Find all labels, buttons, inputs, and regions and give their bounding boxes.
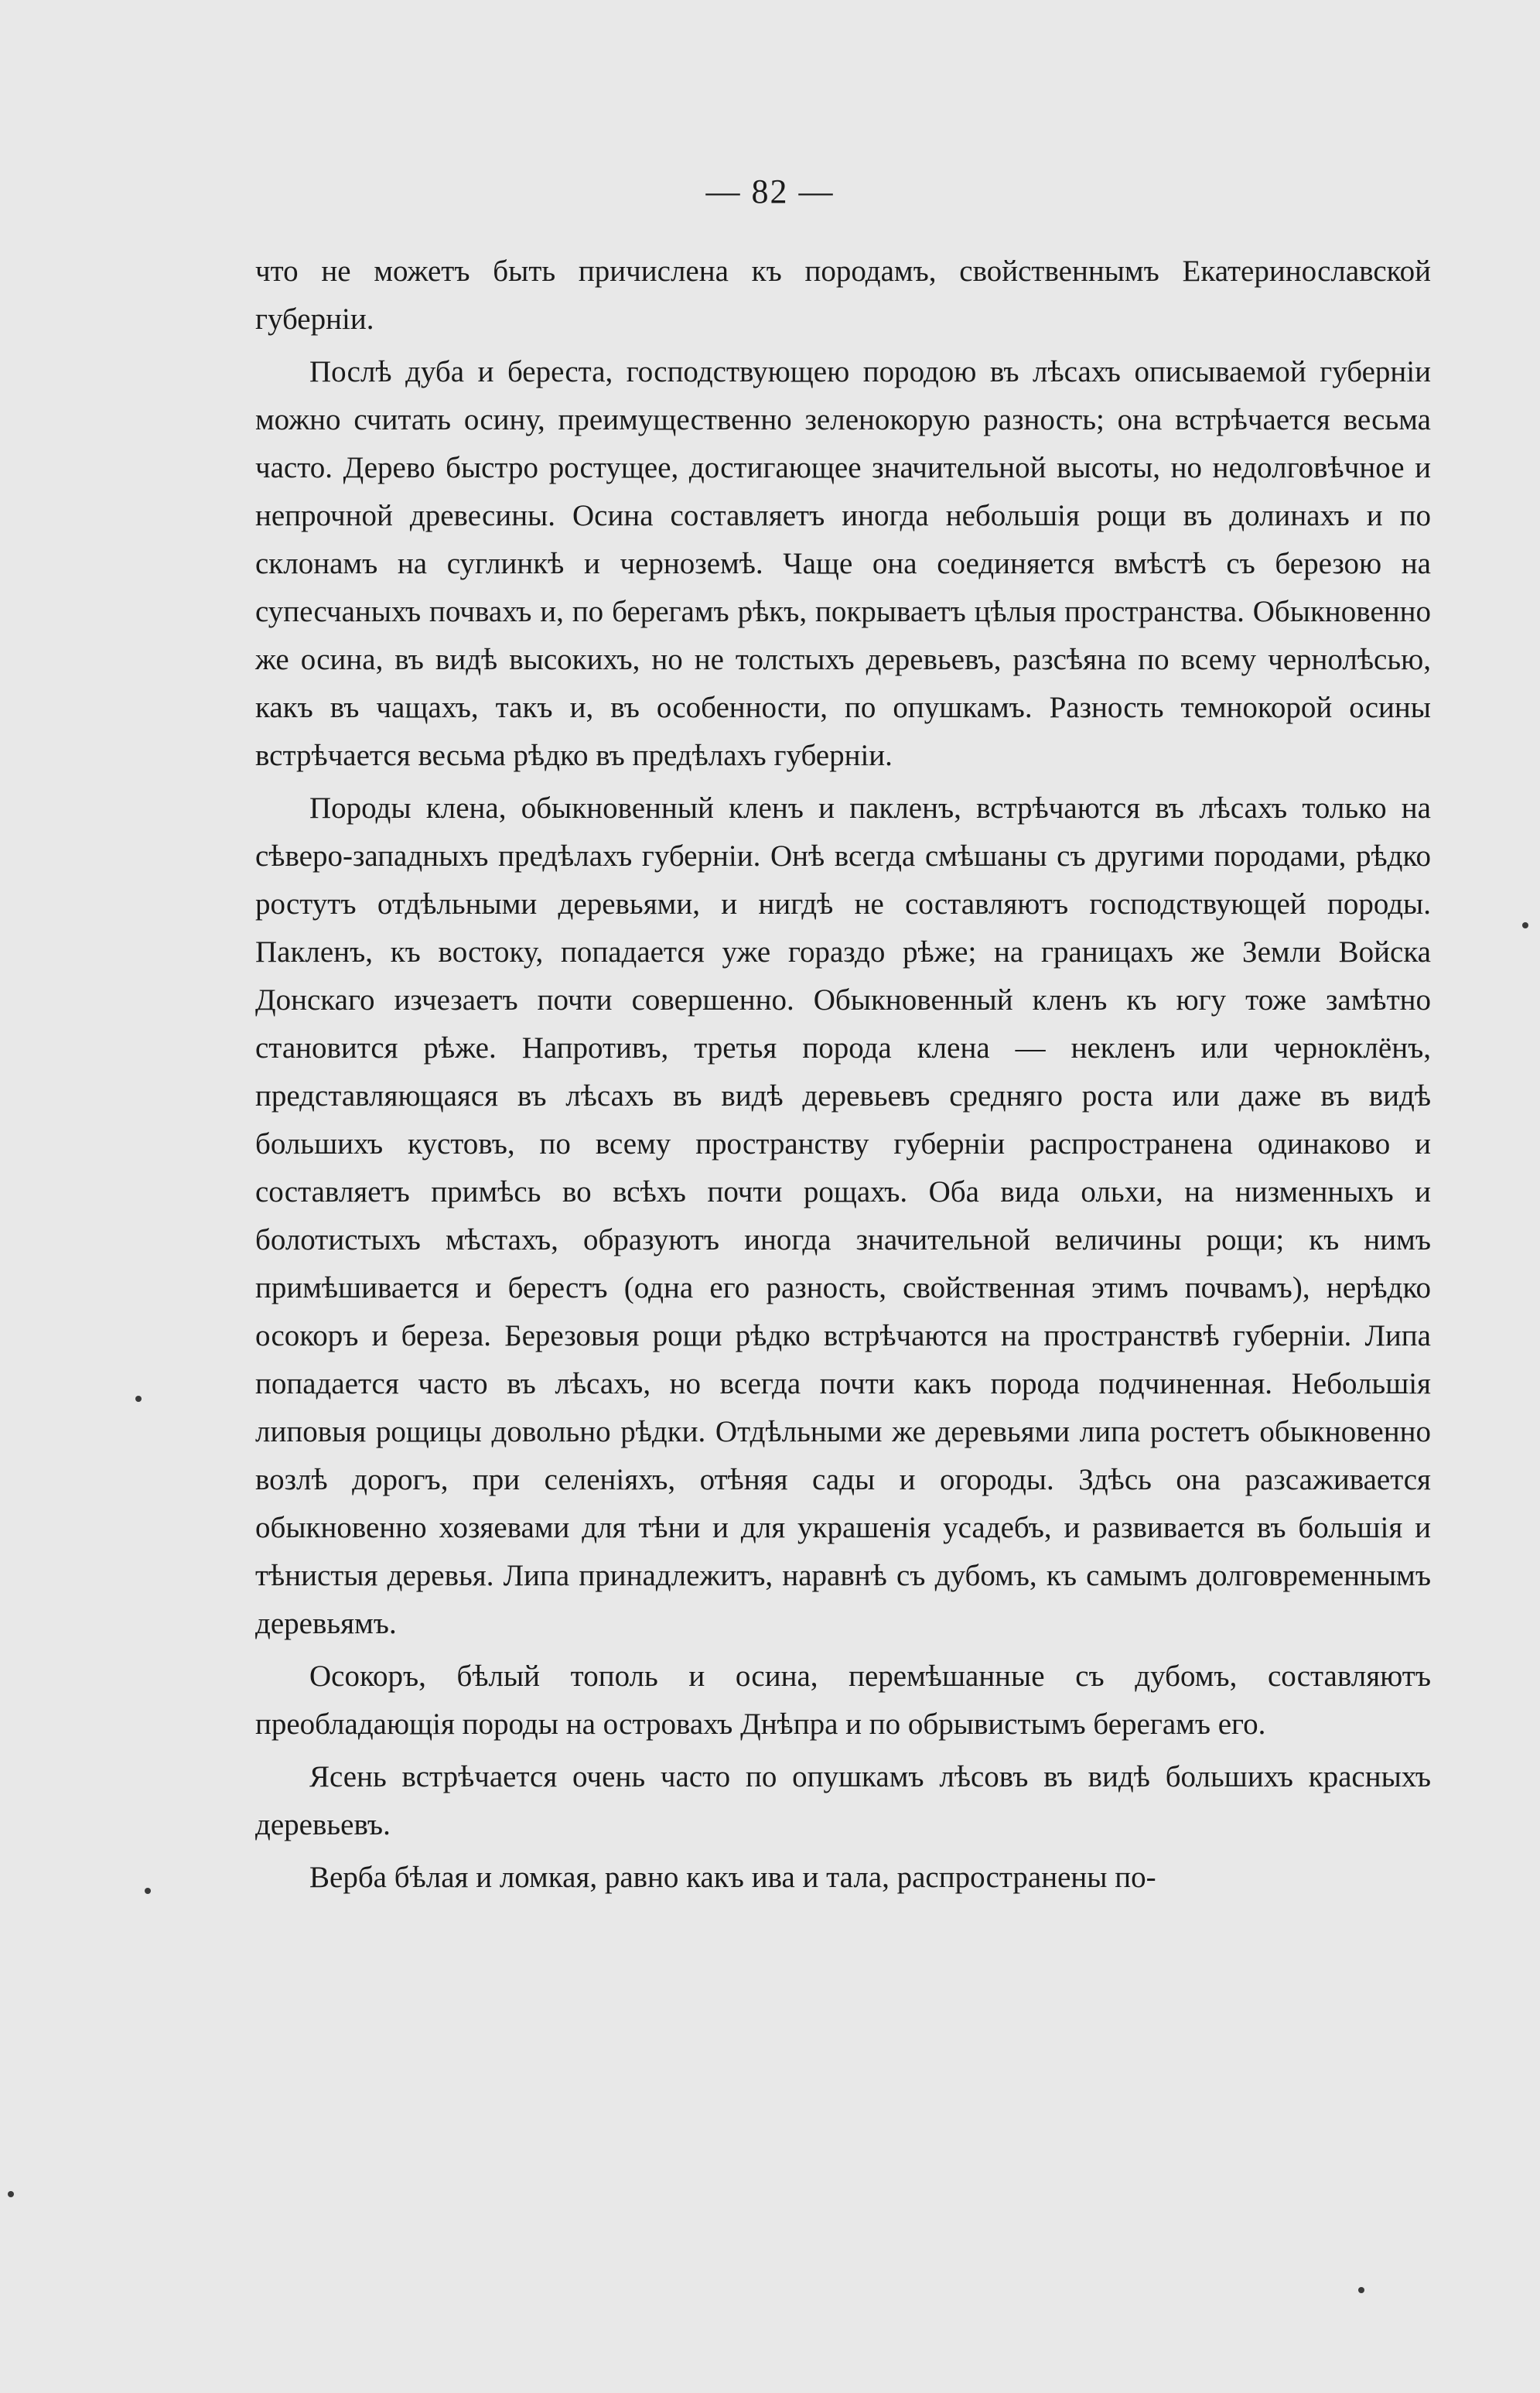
paragraph-ash: Ясень встрѣчается очень часто по опушкамъ лѣсовъ въ видѣ большихъ красныхъ деревьевъ. xyxy=(255,1760,1431,1841)
body-text xyxy=(255,248,1431,1906)
paragraph-maple: Породы клена, обыкновенный кленъ и пакленъ, встрѣчаются въ лѣсахъ только на сѣверо-западныхъ предѣлахъ губерніи. Онѣ всегда смѣшаны съ другими породами, рѣдко ростутъ отдѣльными деревьями, и нигдѣ не составляютъ господствующей породы. Пакленъ, къ востоку, попадается уже гораздо рѣже; на границахъ же Земли Войска Донскаго изчезаетъ почти совершенно. Обыкновенный кленъ къ югу тоже замѣтно становится рѣже. Напротивъ, третья порода клена — некленъ или черноклёнъ, представляющаяся въ лѣсахъ въ видѣ деревьевъ средняго роста или даже въ видѣ большихъ кустовъ, по всему пространству губерніи распространена одинаково и составляетъ примѣсь во всѣхъ почти рощахъ. Оба вида ольхи, на низменныхъ и болотистыхъ мѣстахъ, образуютъ иногда значительной величины рощи; къ нимъ примѣшивается и берестъ (одна его разность, свойственная этимъ почвамъ), нерѣдко осокоръ и береза. Березовыя рощи рѣдко встрѣчаются на пространствѣ губерніи. Липа попадается часто въ лѣсахъ, но всегда почти какъ порода подчиненная. Небольшія липовыя рощицы довольно рѣдки. Отдѣльными же деревьями липа ростетъ обыкновенно возлѣ дорогъ, при селеніяхъ, отѣняя сады и огороды. Здѣсь она разсаживается обыкновенно хозяевами для тѣни и для украшенія усадебъ, и развивается въ большія и тѣнистыя деревья. Липа принадлежитъ, наравнѣ съ дубомъ, къ самымъ долговременнымъ деревьямъ. xyxy=(255,791,1431,1640)
scan-speck xyxy=(135,1396,142,1402)
paragraph-willow: Верба бѣлая и ломкая, равно какъ ива и тала, распространены по- xyxy=(309,1861,1156,1894)
page-number: — 82 — xyxy=(705,173,835,210)
scan-speck xyxy=(8,2191,14,2197)
scan-speck xyxy=(145,1888,151,1894)
paragraph-continuation: что не можетъ быть причислена къ породамъ, свойственнымъ Екатеринославской губерніи. xyxy=(255,255,1431,336)
scan-speck xyxy=(1522,922,1528,928)
scan-speck xyxy=(1358,2287,1364,2293)
paragraph-poplar: Осокоръ, бѣлый тополь и осина, перемѣшанные съ дубомъ, составляютъ преобладающія породы на островахъ Днѣпра и по обрывистымъ берегамъ его. xyxy=(255,1660,1431,1741)
paragraph-aspen: Послѣ дуба и береста, господствующею породою въ лѣсахъ описываемой губерніи можно считать осину, преимущественно зеленокорую разность; она встрѣчается весьма часто. Дерево быстро ростущее, достигающее значительной высоты, но недолговѣчное и непрочной древесины. Осина составляетъ иногда небольшія рощи въ долинахъ и по склонамъ на суглинкѣ и черноземѣ. Чаще она соединяется вмѣстѣ съ березою на супесчаныхъ почвахъ и, по берегамъ рѣкъ, покрываетъ цѣлыя пространства. Обыкновенно же осина, въ видѣ высокихъ, но не толстыхъ деревьевъ, разсѣяна по всему чернолѣсью, какъ въ чащахъ, такъ и, въ особенности, по опушкамъ. Разность темнокорой осины встрѣчается весьма рѣдко въ предѣлахъ губерніи. xyxy=(255,355,1431,772)
